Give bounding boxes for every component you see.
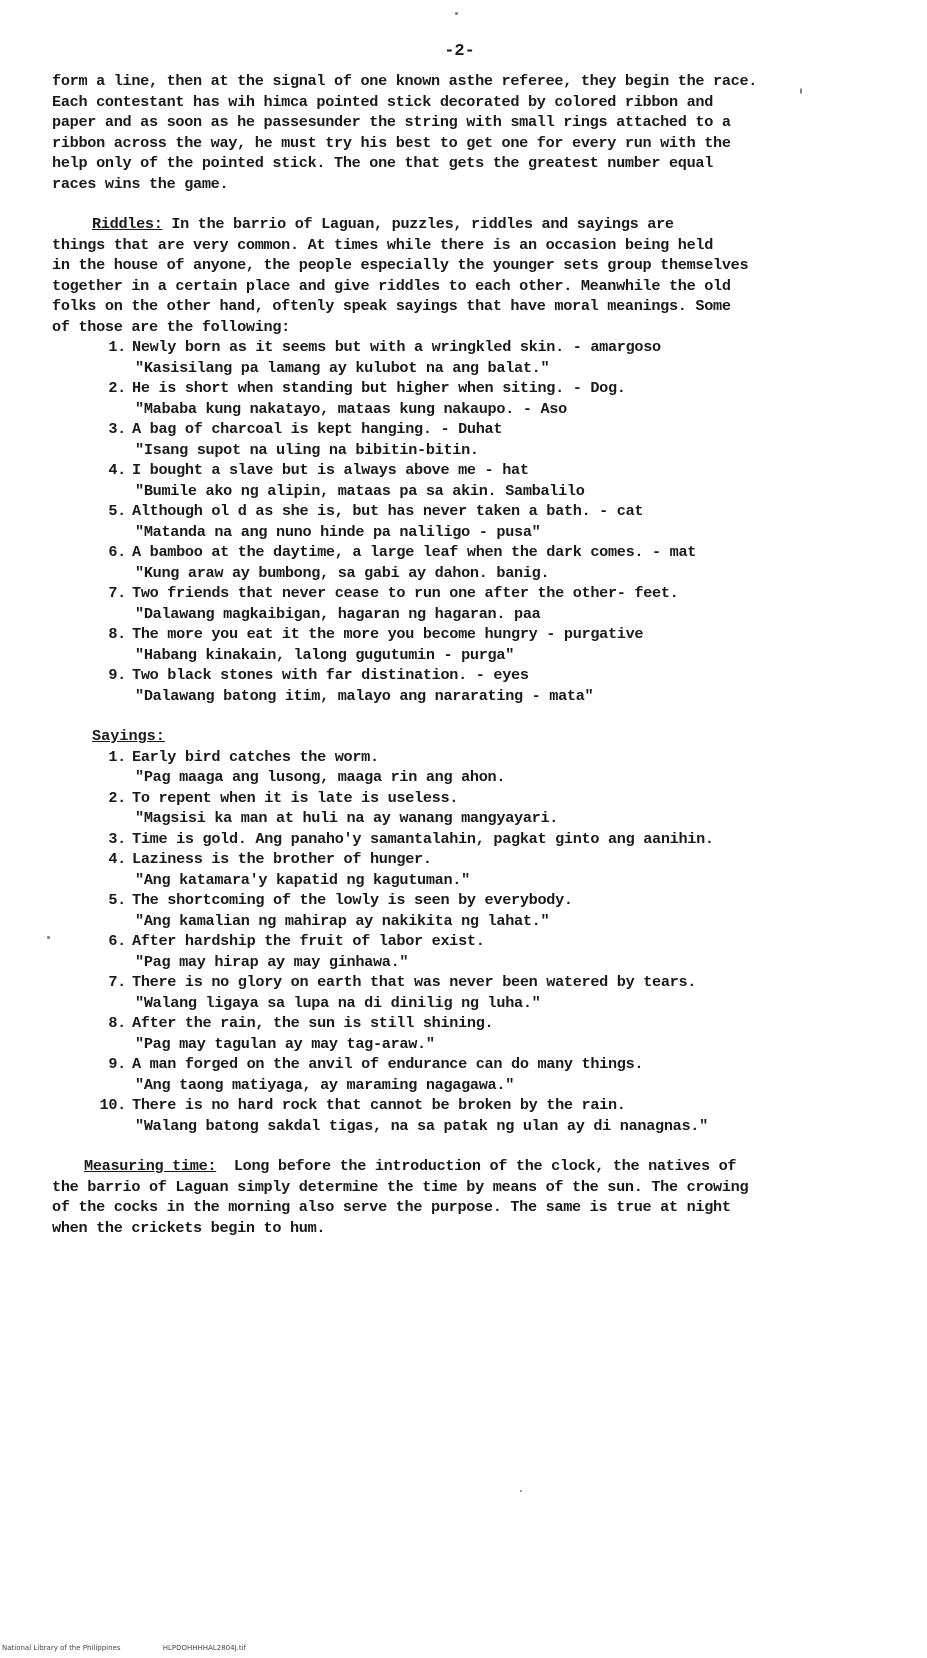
list-item (92, 419, 857, 460)
item-body (132, 1054, 857, 1095)
item-number: 1. (108, 747, 126, 766)
item-tagalog: "Kasisilang pa lamang ay kulubot na ang balat." (135, 358, 550, 377)
list-item (92, 460, 857, 501)
list-item (92, 542, 857, 583)
item-tagalog: "Pag may tagulan ay may tag-araw." (135, 1034, 435, 1053)
item-number: 8. (108, 625, 126, 643)
item-tagalog: "Walang ligaya sa lupa na di dinilig ng luha." (135, 993, 541, 1012)
item-english: The shortcoming of the lowly is seen by everybody. (132, 891, 573, 909)
item-english: There is no glory on earth that was never been watered by tears. (132, 973, 697, 991)
list-item (92, 972, 857, 1013)
item-body (132, 747, 857, 788)
item-body (132, 378, 857, 419)
list-item (92, 501, 857, 542)
item-tagalog: "Dalawang magkaibigan, hagaran ng hagaran. paa (135, 604, 541, 623)
item-tagalog: "Kung araw ay bumbong, sa gabi ay dahon. banig. (135, 563, 550, 582)
item-number: 7. (108, 584, 126, 602)
item-body (132, 1095, 857, 1136)
item-english: The more you eat it the more you become hungry - purgative (132, 625, 644, 643)
footer-file: HLPDOHHHHAL2804J.tif (162, 1644, 247, 1652)
item-tagalog: "Dalawang batong itim, malayo ang nararating - mata" (135, 686, 594, 705)
item-body (132, 542, 857, 583)
item-number: 4. (108, 461, 126, 479)
page-number: -2- (444, 42, 475, 61)
list-item (92, 378, 857, 419)
item-tagalog: "Magsisi ka man at huli na ay wanang mangyayari. (135, 809, 559, 827)
measuring-time-text: Long before the introduction of the clock, the natives of the barrio of Laguan simply determine the time by means of the sun. The crowing of the cocks in the morning also serve the purpose. The same is true at night when the crickets begin to hum. (52, 1157, 749, 1237)
item-tagalog: "Bumile ako ng alipin, mataas pa sa akin. Sambalilo (135, 481, 585, 500)
list-item (92, 583, 857, 624)
list-item (92, 788, 857, 829)
item-english: After the rain, the sun is still shining. (132, 1014, 494, 1032)
list-item (92, 1095, 857, 1136)
item-number: 2. (108, 379, 126, 397)
item-english: Early bird catches the worm. (132, 747, 379, 766)
item-body (132, 419, 857, 460)
list-item (92, 849, 857, 890)
item-english: There is no hard rock that cannot be broken by the rain. (132, 1096, 626, 1114)
item-number: 1. (108, 338, 126, 356)
item-number: 3. (108, 829, 126, 848)
item-body (132, 931, 857, 972)
item-tagalog: "Habang kinakain, lalong gugutumin - purga" (135, 645, 515, 664)
item-number: 2. (108, 788, 126, 807)
list-item (92, 890, 857, 931)
item-english: Laziness is the brother of hunger. (132, 850, 432, 868)
item-body (132, 460, 857, 501)
item-english: After hardship the fruit of labor exist. (132, 932, 485, 950)
item-number: 5. (108, 891, 126, 909)
item-number: 4. (108, 850, 126, 868)
item-body (132, 849, 857, 890)
item-english: Newly born as it seems but with a wringkled skin. - amargoso (132, 338, 661, 356)
item-english: He is short when standing but higher when siting. - Dog. (132, 379, 626, 397)
item-number: 9. (108, 666, 126, 684)
item-body (132, 501, 857, 542)
item-english: A bag of charcoal is kept hanging. - Duhat (132, 420, 503, 438)
item-tagalog: "Pag maaga ang lusong, maaga rin ang ahon. (135, 768, 506, 786)
item-tagalog: "Pag may hirap ay may ginhawa." (135, 952, 409, 971)
item-body (132, 972, 857, 1013)
item-tagalog: "Matanda na ang nuno hinde pa naliligo - pusa" (135, 522, 541, 541)
intro-paragraph: form a line, then at the signal of one known asthe referee, they begin the race. Each contestant has wih himca pointed stick decorated by colored ribbon and paper and as soon as he passesunder the string with small rings attached to a ribbon across the way, he must try his best to get one for every run with the help only of the pointed stick. The one that gets the greatest number equal races wins the game. (52, 72, 758, 193)
scan-speck (47, 936, 50, 939)
item-tagalog: "Ang katamara'y kapatid ng kagutuman." (135, 870, 470, 889)
item-tagalog: "Ang kamalian ng mahirap ay nakikita ng lahat." (135, 911, 550, 930)
item-english: Time is gold. Ang panaho'y samantalahin, pagkat ginto ang aanihin. (132, 829, 714, 848)
item-body (132, 788, 857, 829)
item-tagalog: "Walang batong sakdal tigas, na sa patak ng ulan ay di nanagnas." (135, 1116, 708, 1135)
scan-speck (520, 1490, 522, 1492)
item-number: 6. (108, 932, 126, 950)
item-body (132, 337, 857, 378)
item-english: Two friends that never cease to run one after the other- feet. (132, 584, 679, 602)
item-number: 7. (108, 973, 126, 991)
item-number: 9. (108, 1055, 126, 1073)
item-body (132, 583, 857, 624)
measuring-time-heading: Measuring time: (84, 1157, 217, 1175)
riddles-heading: Riddles: (92, 215, 163, 233)
item-english: I bought a slave but is always above me - hat (132, 461, 529, 479)
riddles-intro: In the barrio of Laguan, puzzles, riddles and sayings are things that are very common. At times while there is an occasion being held in the house of anyone, the people especially the younger sets group themselves together in a certain place and give riddles to each other. Meanwhile the old folks on the other hand, oftenly speak sayings that have moral meanings. Some of those are the following: (52, 215, 749, 336)
measuring-time-paragraph (52, 1156, 857, 1238)
item-tagalog: "Isang supot na uling na bibitin-bitin. (135, 440, 479, 459)
item-body (132, 665, 857, 706)
list-item (92, 747, 857, 788)
item-english: A bamboo at the daytime, a large leaf when the dark comes. - mat (132, 543, 697, 561)
list-item (92, 665, 857, 706)
item-tagalog: "Mababa kung nakatayo, mataas kung nakaupo. - Aso (135, 399, 567, 418)
item-english: Although ol d as she is, but has never taken a bath. - cat (132, 502, 644, 520)
item-number: 3. (108, 420, 126, 438)
item-body (132, 1013, 857, 1054)
scan-speck (455, 12, 458, 15)
item-number: 8. (108, 1014, 126, 1032)
list-item (92, 931, 857, 972)
item-body (132, 829, 857, 850)
item-body (132, 624, 857, 665)
scan-footer (2, 1644, 286, 1652)
item-number: 5. (108, 502, 126, 520)
scan-speck (800, 88, 802, 94)
list-item (92, 624, 857, 665)
item-number: 6. (108, 543, 126, 561)
item-english: A man forged on the anvil of endurance can do many things. (132, 1055, 644, 1073)
item-english: Two black stones with far distination. - eyes (132, 666, 529, 684)
sayings-heading: Sayings: (92, 727, 165, 745)
sayings-list (92, 747, 857, 1137)
list-item (92, 829, 857, 850)
list-item (92, 1013, 857, 1054)
riddles-paragraph (52, 214, 857, 337)
list-item (92, 1054, 857, 1095)
item-tagalog: "Ang taong matiyaga, ay maraming nagagawa." (135, 1075, 515, 1094)
item-body (132, 890, 857, 931)
riddles-list (92, 337, 857, 706)
list-item (92, 337, 857, 378)
item-number: 10. (99, 1096, 126, 1114)
item-english: To repent when it is late is useless. (132, 788, 459, 807)
footer-library: National Library of the Philippines (2, 1644, 121, 1652)
